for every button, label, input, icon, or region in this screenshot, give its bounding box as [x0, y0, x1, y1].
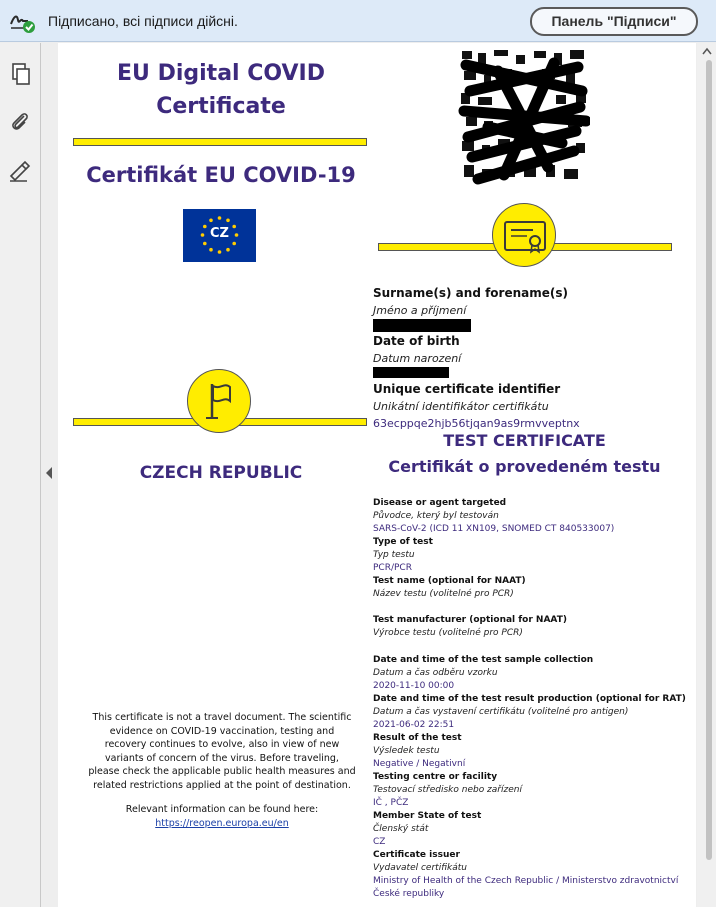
test-title-en: TEST CERTIFICATE	[443, 431, 606, 450]
travel-disclaimer: This certificate is not a travel document. The scientific evidence on COVID-19 vaccination, testing and recovery continues to evolve, also in view of new variants of concern of the virus. Before traveling, please check the applicable public health measures and related restrictions applied at the point of destination.	[88, 712, 356, 791]
relevant-info	[88, 803, 356, 830]
dob-sub-label: Datum narození	[373, 352, 462, 365]
dob-label: Date of birth	[373, 334, 460, 348]
field-sub-label: Název testu (volitelné pro PCR)	[373, 589, 514, 599]
field-label: Test manufacturer (optional for NAAT)	[373, 615, 567, 625]
test-title-cz: Certifikát o provedeném testu	[388, 457, 661, 476]
reopen-link[interactable]: https://reopen.europa.eu/en	[155, 817, 289, 829]
flag-circle	[187, 369, 251, 433]
flag-icon	[188, 370, 252, 434]
divider-bar	[73, 138, 367, 146]
uci-value: 63ecppqe2hjb56tjqan9as9rmvveptnx	[373, 417, 580, 430]
field-sub-label: Vydavatel certifikátu	[373, 863, 467, 873]
eu-flag	[183, 209, 256, 262]
field-value: Negative / Negativní	[373, 759, 466, 769]
field-label: Member State of test	[373, 811, 482, 821]
field-sub-label: Datum a čas odběru vzorku	[373, 668, 498, 678]
sign-pen-icon[interactable]	[7, 157, 33, 183]
qr-code	[458, 47, 590, 185]
field-value: IČ , PČZ	[373, 798, 409, 808]
name-sub-label: Jméno a příjmení	[373, 304, 467, 317]
tool-rail	[0, 43, 41, 907]
scrollbar-thumb[interactable]	[706, 60, 712, 860]
field-sub-label: Datum a čas vystavení certifikátu (volitelné pro antigen)	[373, 707, 629, 717]
field-sub-label: Původce, který byl testován	[373, 511, 499, 521]
field-label: Testing centre or facility	[373, 772, 498, 782]
uci-sub-label: Unikátní identifikátor certifikátu	[373, 400, 549, 413]
flag-country-code: CZ	[210, 226, 229, 241]
field-label: Type of test	[373, 537, 433, 547]
field-value: 2021-06-02 22:51	[373, 720, 455, 730]
pages-icon[interactable]	[7, 61, 33, 87]
field-label: Certificate issuer	[373, 850, 460, 860]
redacted-dob	[373, 367, 449, 378]
field-sub-label: Výrobce testu (volitelné pro PCR)	[373, 628, 523, 638]
certificate-circle	[492, 203, 556, 267]
field-value: PCR/PCR	[373, 563, 412, 573]
field-value: SARS-CoV-2 (ICD 11 XN109, SNOMED CT 840533007)	[373, 524, 615, 534]
field-sub-label: Typ testu	[373, 550, 415, 560]
redacted-name	[373, 319, 471, 332]
signature-status-bar	[0, 0, 716, 42]
field-label: Disease or agent targeted	[373, 498, 507, 508]
chevron-left-icon[interactable]	[44, 466, 54, 480]
field-label: Result of the test	[373, 733, 462, 743]
certificate-title-en: EU Digital COVID Certificate	[117, 61, 325, 119]
scroll-up-icon[interactable]	[701, 46, 713, 56]
certificate-title-cz: Certifikát EU COVID-19	[86, 163, 356, 187]
field-sub-label: Testovací středisko nebo zařízení	[373, 785, 522, 795]
field-value: 2020-11-10 00:00	[373, 681, 455, 691]
field-label: Test name (optional for NAAT)	[373, 576, 526, 586]
field-value-continued: České republiky	[373, 889, 445, 899]
field-label: Date and time of the test result production (optional for RAT)	[373, 694, 686, 704]
signatures-panel-button[interactable]: Панель "Підписи"	[530, 7, 698, 36]
paperclip-icon[interactable]	[7, 109, 33, 135]
certificate-page	[58, 43, 696, 907]
signature-status-text: Підписано, всі підписи дійсні.	[48, 13, 238, 29]
field-label: Date and time of the test sample collection	[373, 655, 594, 665]
field-sub-label: Členský stát	[373, 824, 429, 834]
field-value: CZ	[373, 837, 386, 847]
relevant-info-text: Relevant information can be found here:	[125, 804, 319, 815]
uci-label: Unique certificate identifier	[373, 382, 561, 396]
field-sub-label: Výsledek testu	[373, 746, 440, 756]
certificate-icon	[493, 204, 557, 268]
signature-valid-icon	[8, 8, 36, 34]
country-name: CZECH REPUBLIC	[139, 463, 303, 483]
field-value: Ministry of Health of the Czech Republic / Ministerstvo zdravotnictví	[373, 876, 679, 886]
name-label: Surname(s) and forename(s)	[373, 286, 568, 300]
